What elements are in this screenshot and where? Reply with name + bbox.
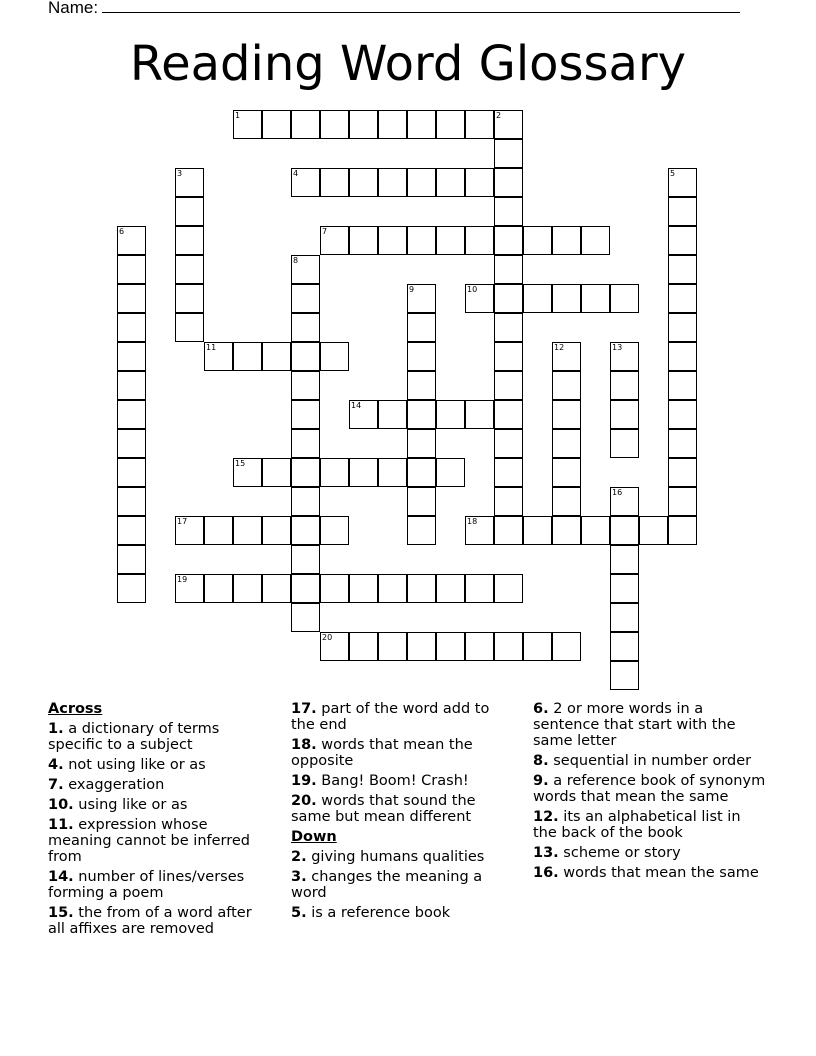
cell-number: 6 xyxy=(119,227,125,236)
crossword-cell[interactable] xyxy=(668,313,697,342)
crossword-cell[interactable] xyxy=(494,400,523,429)
crossword-cell[interactable] xyxy=(407,313,436,342)
crossword-cell[interactable] xyxy=(291,168,320,197)
clue-down-6: 6. 2 or more words in a sentence that start with the same letter xyxy=(533,701,736,749)
crossword-cell[interactable] xyxy=(436,574,465,603)
clue-across-20: 20. words that sound the same but mean different xyxy=(291,793,476,825)
clue-across-10: 10. using like or as xyxy=(48,797,188,813)
crossword-cell[interactable] xyxy=(610,487,639,516)
crossword-cell[interactable] xyxy=(494,429,523,458)
crossword-cell[interactable] xyxy=(552,371,581,400)
crossword-cell[interactable] xyxy=(320,342,349,371)
crossword-cell[interactable] xyxy=(349,168,378,197)
cell-number: 15 xyxy=(235,459,246,468)
crossword-cell[interactable] xyxy=(494,110,523,139)
clue-down-12: 12. its an alphabetical list in the back of the book xyxy=(533,809,741,841)
crossword-cell[interactable] xyxy=(465,226,494,255)
crossword-cell[interactable] xyxy=(117,458,146,487)
crossword-cell[interactable] xyxy=(378,168,407,197)
crossword-cell[interactable] xyxy=(175,226,204,255)
cell-number: 10 xyxy=(467,285,478,294)
crossword-cell[interactable] xyxy=(320,574,349,603)
cell-number: 18 xyxy=(467,517,478,526)
crossword-cell[interactable] xyxy=(494,255,523,284)
crossword-cell[interactable] xyxy=(668,197,697,226)
crossword-cell[interactable] xyxy=(349,632,378,661)
crossword-cell[interactable] xyxy=(552,342,581,371)
crossword-cell[interactable] xyxy=(610,574,639,603)
crossword-cell[interactable] xyxy=(610,400,639,429)
crossword-cell[interactable] xyxy=(494,139,523,168)
crossword-cell[interactable] xyxy=(233,458,262,487)
crossword-cell[interactable] xyxy=(494,284,523,313)
cell-number: 5 xyxy=(670,169,676,178)
crossword-cell[interactable] xyxy=(668,400,697,429)
crossword-cell[interactable] xyxy=(668,168,697,197)
crossword-cell[interactable] xyxy=(610,371,639,400)
crossword-cell[interactable] xyxy=(291,545,320,574)
crossword-cell[interactable] xyxy=(494,342,523,371)
crossword-cell[interactable] xyxy=(407,168,436,197)
crossword-cell[interactable] xyxy=(494,516,523,545)
crossword-cell[interactable] xyxy=(349,400,378,429)
crossword-cell[interactable] xyxy=(175,255,204,284)
across-heading: Across xyxy=(48,701,103,717)
crossword-cell[interactable] xyxy=(465,168,494,197)
crossword-cell[interactable] xyxy=(320,226,349,255)
crossword-cell[interactable] xyxy=(494,313,523,342)
crossword-cell[interactable] xyxy=(349,226,378,255)
crossword-cell[interactable] xyxy=(552,632,581,661)
crossword-cell[interactable] xyxy=(175,313,204,342)
crossword-cell[interactable] xyxy=(610,342,639,371)
crossword-cell[interactable] xyxy=(552,400,581,429)
crossword-cell[interactable] xyxy=(320,110,349,139)
crossword-cell[interactable] xyxy=(262,458,291,487)
crossword-cell[interactable] xyxy=(262,110,291,139)
crossword-cell[interactable] xyxy=(552,226,581,255)
crossword-cell[interactable] xyxy=(117,545,146,574)
crossword-cell[interactable] xyxy=(668,255,697,284)
clue-across-14: 14. number of lines/verses forming a poem xyxy=(48,869,245,901)
crossword-cell[interactable] xyxy=(407,342,436,371)
cell-number: 3 xyxy=(177,169,183,178)
clue-across-1: 1. a dictionary of terms specific to a subject xyxy=(48,721,220,753)
crossword-cell[interactable] xyxy=(494,487,523,516)
crossword-cell[interactable] xyxy=(436,458,465,487)
crossword-cell[interactable] xyxy=(175,574,204,603)
crossword-cell[interactable] xyxy=(320,632,349,661)
crossword-cell[interactable] xyxy=(378,400,407,429)
clue-down-16: 16. words that mean the same xyxy=(533,865,759,881)
crossword-cell[interactable] xyxy=(668,487,697,516)
crossword-cell[interactable] xyxy=(291,284,320,313)
clues-column-3 xyxy=(533,701,768,885)
crossword-cell[interactable] xyxy=(639,516,668,545)
crossword-cell[interactable] xyxy=(320,516,349,545)
crossword-cell[interactable] xyxy=(610,632,639,661)
crossword-cell[interactable] xyxy=(117,429,146,458)
crossword-cell[interactable] xyxy=(407,226,436,255)
cell-number: 19 xyxy=(177,575,188,584)
clue-down-3: 3. changes the meaning a word xyxy=(291,869,483,901)
crossword-cell[interactable] xyxy=(552,429,581,458)
cell-number: 4 xyxy=(293,169,299,178)
crossword-cell[interactable] xyxy=(349,458,378,487)
crossword-cell[interactable] xyxy=(233,110,262,139)
crossword-cell[interactable] xyxy=(552,516,581,545)
crossword-cell[interactable] xyxy=(407,371,436,400)
crossword-cell[interactable] xyxy=(465,574,494,603)
crossword-cell[interactable] xyxy=(668,371,697,400)
crossword-cell[interactable] xyxy=(494,168,523,197)
crossword-cell[interactable] xyxy=(291,458,320,487)
crossword-cell[interactable] xyxy=(552,458,581,487)
crossword-cell[interactable] xyxy=(523,284,552,313)
down-heading: Down xyxy=(291,829,337,845)
crossword-cell[interactable] xyxy=(117,255,146,284)
crossword-cell[interactable] xyxy=(407,632,436,661)
crossword-cell[interactable] xyxy=(407,110,436,139)
crossword-cell[interactable] xyxy=(117,487,146,516)
crossword-cell[interactable] xyxy=(465,284,494,313)
crossword-cell[interactable] xyxy=(349,110,378,139)
crossword-cell[interactable] xyxy=(291,574,320,603)
crossword-cell[interactable] xyxy=(407,284,436,313)
crossword-cell[interactable] xyxy=(668,284,697,313)
clue-across-17: 17. part of the word add to the end xyxy=(291,701,490,733)
crossword-cell[interactable] xyxy=(494,574,523,603)
crossword-cell[interactable] xyxy=(610,661,639,690)
cell-number: 8 xyxy=(293,256,299,265)
crossword-cell[interactable] xyxy=(668,458,697,487)
cell-number: 7 xyxy=(322,227,328,236)
crossword-cell[interactable] xyxy=(117,342,146,371)
crossword-cell[interactable] xyxy=(117,226,146,255)
crossword-cell[interactable] xyxy=(378,632,407,661)
crossword-cell[interactable] xyxy=(610,284,639,313)
crossword-cell[interactable] xyxy=(465,516,494,545)
crossword-cell[interactable] xyxy=(407,400,436,429)
crossword-cell[interactable] xyxy=(668,342,697,371)
crossword-cell[interactable] xyxy=(407,516,436,545)
crossword-cell[interactable] xyxy=(668,226,697,255)
clue-down-5: 5. is a reference book xyxy=(291,905,451,921)
clues-column-2 xyxy=(291,701,509,925)
crossword-cell[interactable] xyxy=(262,342,291,371)
cell-number: 1 xyxy=(235,111,241,120)
crossword-cell[interactable] xyxy=(262,516,291,545)
crossword-cell[interactable] xyxy=(378,458,407,487)
crossword-cell[interactable] xyxy=(320,168,349,197)
clue-down-8: 8. sequential in number order xyxy=(533,753,752,769)
cell-number: 14 xyxy=(351,401,362,410)
crossword-cell[interactable] xyxy=(233,342,262,371)
crossword-cell[interactable] xyxy=(117,313,146,342)
crossword-cell[interactable] xyxy=(233,574,262,603)
crossword-cell[interactable] xyxy=(117,400,146,429)
crossword-cell[interactable] xyxy=(175,284,204,313)
crossword-cell[interactable] xyxy=(407,429,436,458)
cell-number: 9 xyxy=(409,285,415,294)
crossword-cell[interactable] xyxy=(552,487,581,516)
crossword-cell[interactable] xyxy=(494,371,523,400)
crossword-cell[interactable] xyxy=(407,574,436,603)
crossword-cell[interactable] xyxy=(407,458,436,487)
clue-across-19: 19. Bang! Boom! Crash! xyxy=(291,773,469,789)
clue-across-18: 18. words that mean the opposite xyxy=(291,737,473,769)
cell-number: 16 xyxy=(612,488,623,497)
crossword-cell[interactable] xyxy=(117,516,146,545)
crossword-cell[interactable] xyxy=(291,429,320,458)
crossword-cell[interactable] xyxy=(291,371,320,400)
crossword-cell[interactable] xyxy=(668,429,697,458)
crossword-cell[interactable] xyxy=(581,226,610,255)
crossword-cell[interactable] xyxy=(523,226,552,255)
clue-down-9: 9. a reference book of synonym words that mean the same xyxy=(533,773,766,805)
crossword-cell[interactable] xyxy=(117,371,146,400)
crossword-cell[interactable] xyxy=(494,632,523,661)
crossword-cell[interactable] xyxy=(378,574,407,603)
crossword-cell[interactable] xyxy=(349,574,378,603)
crossword-cell[interactable] xyxy=(465,400,494,429)
crossword-cell[interactable] xyxy=(291,342,320,371)
name-label: Name: xyxy=(48,0,99,17)
clue-across-15: 15. the from of a word after all affixes are removed xyxy=(48,905,252,937)
crossword-cell[interactable] xyxy=(378,110,407,139)
crossword-cell[interactable] xyxy=(175,168,204,197)
crossword-cell[interactable] xyxy=(523,632,552,661)
crossword-cell[interactable] xyxy=(233,516,262,545)
crossword-cell[interactable] xyxy=(291,255,320,284)
crossword-cell[interactable] xyxy=(668,516,697,545)
crossword-cell[interactable] xyxy=(378,226,407,255)
clue-down-2: 2. giving humans qualities xyxy=(291,849,485,865)
clue-down-13: 13. scheme or story xyxy=(533,845,681,861)
crossword-cell[interactable] xyxy=(436,110,465,139)
clues-column-1 xyxy=(48,701,270,941)
crossword-cell[interactable] xyxy=(494,197,523,226)
crossword-cell[interactable] xyxy=(291,487,320,516)
cell-number: 20 xyxy=(322,633,333,642)
crossword-cell[interactable] xyxy=(320,458,349,487)
cell-number: 17 xyxy=(177,517,188,526)
crossword-cell[interactable] xyxy=(552,284,581,313)
crossword-cell[interactable] xyxy=(291,313,320,342)
crossword-cell[interactable] xyxy=(262,574,291,603)
clue-across-4: 4. not using like or as xyxy=(48,757,206,773)
crossword-cell[interactable] xyxy=(610,603,639,632)
crossword-cell[interactable] xyxy=(117,284,146,313)
crossword-cell[interactable] xyxy=(436,632,465,661)
crossword-cell[interactable] xyxy=(581,284,610,313)
cell-number: 12 xyxy=(554,343,565,352)
crossword-cell[interactable] xyxy=(291,110,320,139)
crossword-cell[interactable] xyxy=(117,574,146,603)
cell-number: 2 xyxy=(496,111,502,120)
cell-number: 11 xyxy=(206,343,217,352)
crossword-cell[interactable] xyxy=(494,226,523,255)
crossword-cell[interactable] xyxy=(610,516,639,545)
crossword-cell[interactable] xyxy=(523,516,552,545)
page-title: Reading Word Glossary xyxy=(129,36,687,92)
crossword-cell[interactable] xyxy=(175,516,204,545)
crossword-cell[interactable] xyxy=(610,545,639,574)
crossword-cell[interactable] xyxy=(494,458,523,487)
crossword-cell[interactable] xyxy=(291,400,320,429)
crossword-cell[interactable] xyxy=(465,110,494,139)
crossword-cell[interactable] xyxy=(610,429,639,458)
clue-across-7: 7. exaggeration xyxy=(48,777,165,793)
crossword-cell[interactable] xyxy=(581,516,610,545)
cell-number: 13 xyxy=(612,343,623,352)
crossword-cell[interactable] xyxy=(436,400,465,429)
crossword-cell[interactable] xyxy=(175,197,204,226)
crossword-cell[interactable] xyxy=(204,342,233,371)
crossword-cell[interactable] xyxy=(204,516,233,545)
clue-across-11: 11. expression whose meaning cannot be inferred from xyxy=(48,817,251,865)
crossword-cell[interactable] xyxy=(436,168,465,197)
crossword-cell[interactable] xyxy=(291,516,320,545)
crossword-cell[interactable] xyxy=(436,226,465,255)
crossword-cell[interactable] xyxy=(465,632,494,661)
crossword-cell[interactable] xyxy=(291,603,320,632)
crossword-cell[interactable] xyxy=(407,487,436,516)
crossword-cell[interactable] xyxy=(204,574,233,603)
